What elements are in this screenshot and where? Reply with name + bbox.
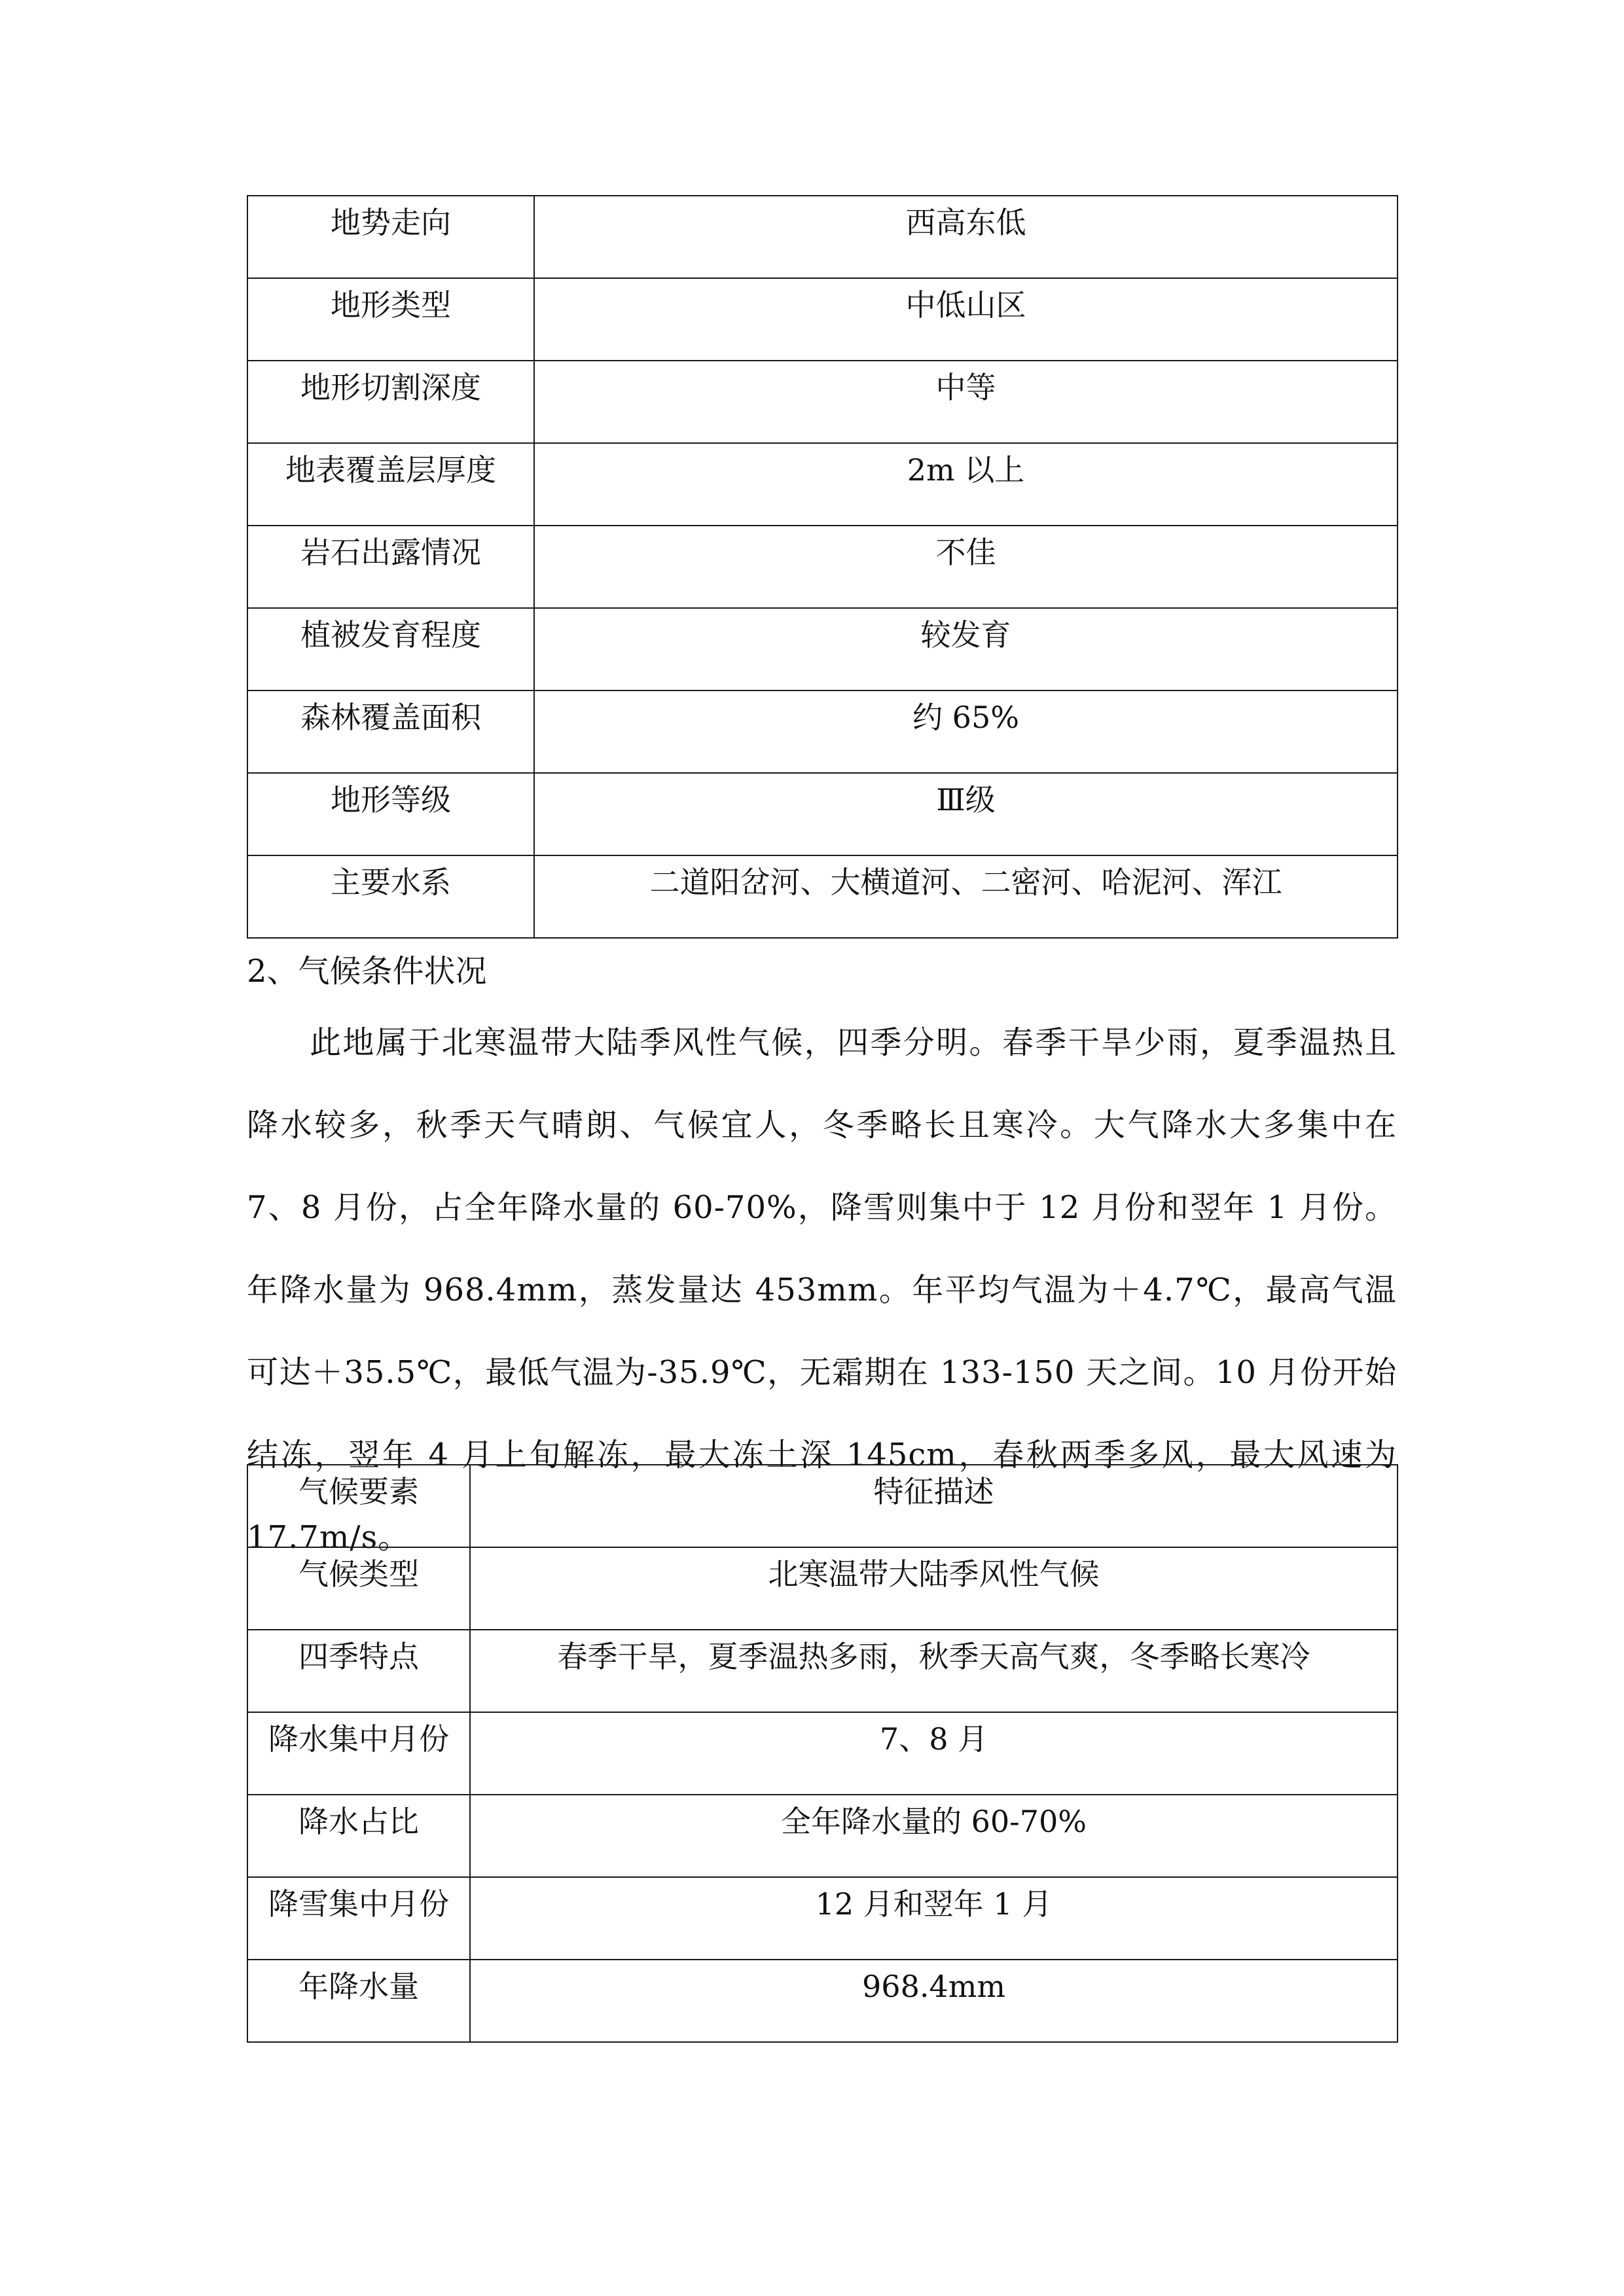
terrain-label-cell: 主要水系: [247, 855, 534, 938]
terrain-label-cell: 地形类型: [247, 278, 534, 361]
table-row: [247, 361, 1398, 443]
climate-header-label: 气候要素: [247, 1465, 470, 1547]
table-header-row: [247, 1465, 1398, 1547]
climate-value-cell: 春季干旱，夏季温热多雨，秋季天高气爽，冬季略长寒冷: [470, 1630, 1398, 1712]
table-row: [247, 608, 1398, 691]
table-row: [247, 196, 1398, 278]
terrain-value-cell: 中等: [534, 361, 1398, 443]
climate-label-cell: 降雪集中月份: [247, 1877, 470, 1960]
terrain-label-cell: 地表覆盖层厚度: [247, 443, 534, 526]
table-row: [247, 855, 1398, 938]
climate-label-cell: 降水占比: [247, 1795, 470, 1877]
climate-table: [247, 1464, 1398, 2043]
section-heading: 2、气候条件状况: [247, 953, 487, 990]
terrain-value-cell: 不佳: [534, 526, 1398, 608]
terrain-label-cell: 地势走向: [247, 196, 534, 278]
climate-value-cell: 北寒温带大陆季风性气候: [470, 1547, 1398, 1630]
terrain-value-cell: 较发育: [534, 608, 1398, 691]
climate-header-value: 特征描述: [470, 1465, 1398, 1547]
terrain-table: [247, 195, 1398, 939]
terrain-value-cell: 西高东低: [534, 196, 1398, 278]
climate-value-cell: 7、8 月: [470, 1712, 1398, 1795]
terrain-label-cell: 植被发育程度: [247, 608, 534, 691]
climate-value-cell: 全年降水量的 60-70%: [470, 1795, 1398, 1877]
table-row: [247, 1712, 1398, 1795]
terrain-value-cell: Ⅲ级: [534, 773, 1398, 855]
table-row: [247, 1547, 1398, 1630]
table-row: [247, 1877, 1398, 1960]
table-row: [247, 1960, 1398, 2042]
terrain-value-cell: 中低山区: [534, 278, 1398, 361]
climate-value-cell: 12 月和翌年 1 月: [470, 1877, 1398, 1960]
table-row: [247, 691, 1398, 773]
table-row: [247, 1630, 1398, 1712]
table-row: [247, 443, 1398, 526]
table-row: [247, 278, 1398, 361]
terrain-label-cell: 森林覆盖面积: [247, 691, 534, 773]
terrain-label-cell: 地形切割深度: [247, 361, 534, 443]
terrain-label-cell: 岩石出露情况: [247, 526, 534, 608]
climate-paragraph: 此地属于北寒温带大陆季风性气候，四季分明。春季干旱少雨，夏季温热且降水较多，秋季天气晴朗、气候宜人，冬季略长且寒冷。大气降水大多集中在 7、8 月份，占全年降水量的 60-70%，降雪则集中于 12 月份和翌年 1 月份。年降水量为 968.4mm，蒸发量达 453mm。年平均气温为＋4.7℃，最高气温可达＋35.5℃，最低气温为-35.9℃，无霜期在 133-150 天之间。10 月份开始结冻，翌年 4 月上旬解冻，最大冻土深 145cm，春秋两季多风，最大风速为 17.7m/s。: [247, 1024, 1397, 1556]
terrain-value-cell: 二道阳岔河、大横道河、二密河、哈泥河、浑江: [534, 855, 1398, 938]
climate-label-cell: 年降水量: [247, 1960, 470, 2042]
table-row: [247, 773, 1398, 855]
climate-label-cell: 四季特点: [247, 1630, 470, 1712]
terrain-value-cell: 2m 以上: [534, 443, 1398, 526]
table-row: [247, 526, 1398, 608]
terrain-label-cell: 地形等级: [247, 773, 534, 855]
terrain-value-cell: 约 65%: [534, 691, 1398, 773]
table-row: [247, 1795, 1398, 1877]
climate-label-cell: 气候类型: [247, 1547, 470, 1630]
climate-label-cell: 降水集中月份: [247, 1712, 470, 1795]
climate-value-cell: 968.4mm: [470, 1960, 1398, 2042]
